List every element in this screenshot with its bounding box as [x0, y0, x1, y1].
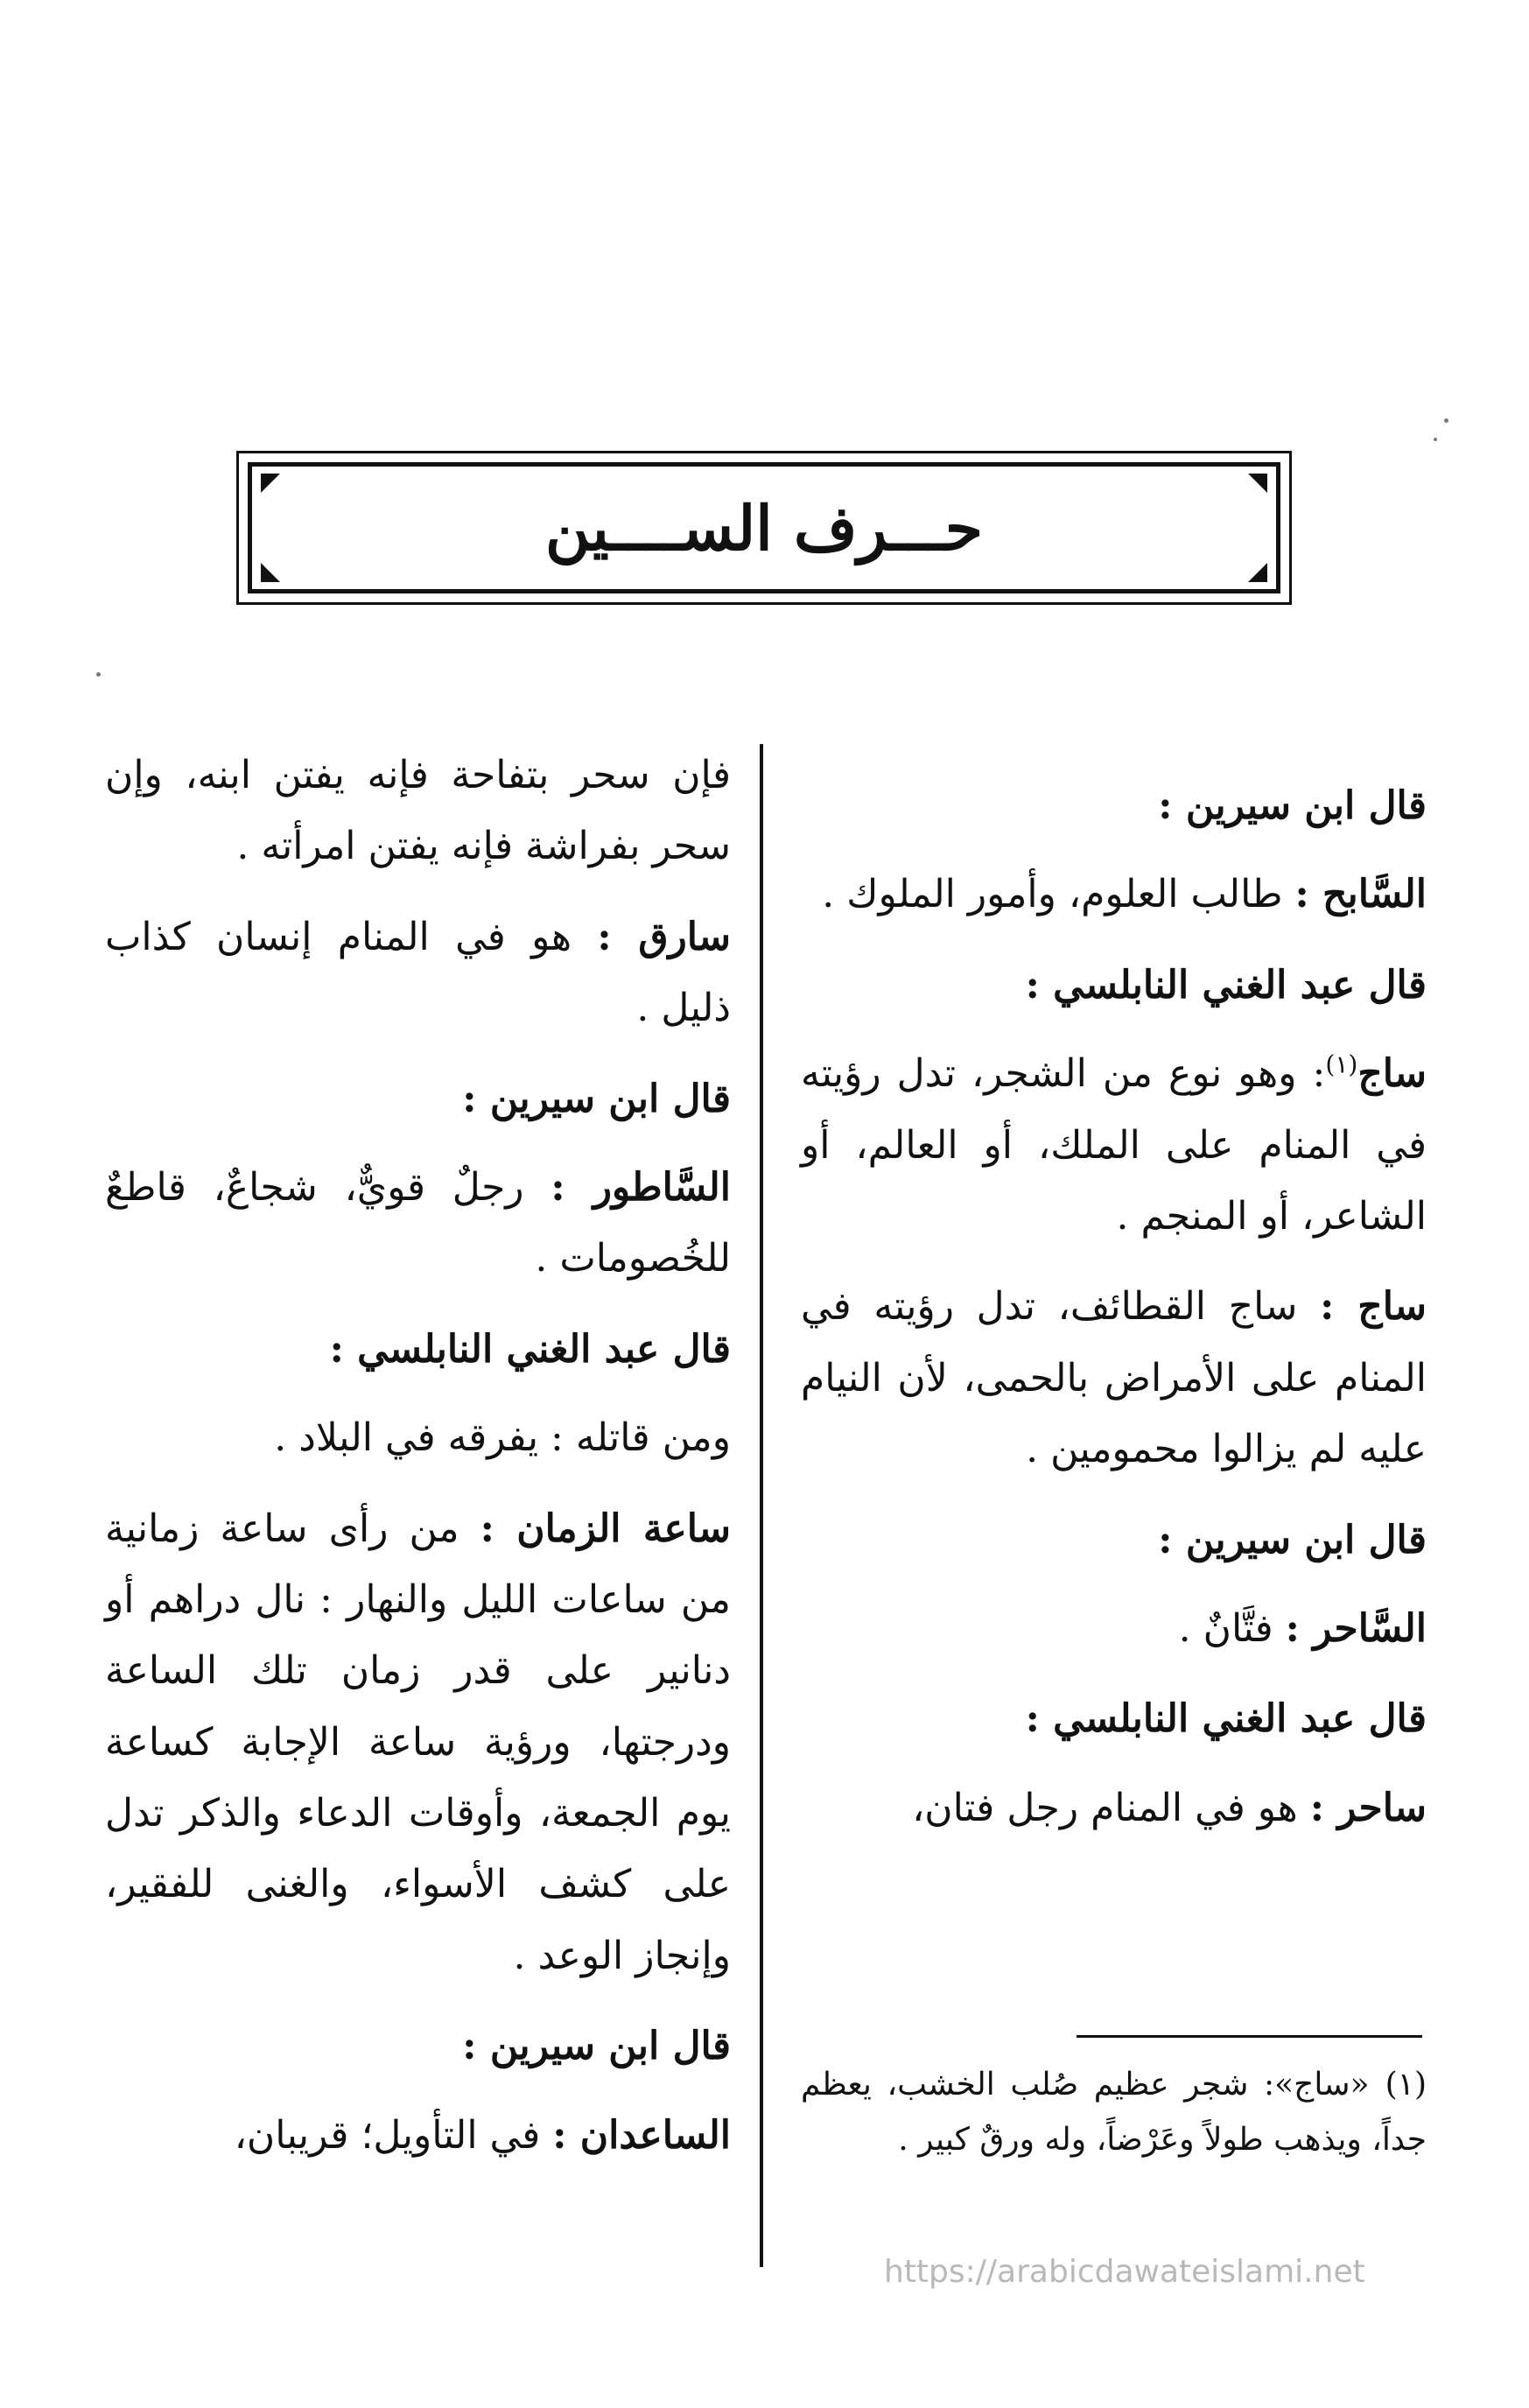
entry-text: طالب العلوم، وأمور الملوك . [822, 872, 1295, 917]
entry-term: الساعدان : [552, 2112, 731, 2158]
dictionary-entry [105, 2100, 731, 2171]
entry-term: ساحر : [1309, 1785, 1427, 1830]
dictionary-entry [105, 1152, 731, 1295]
entry-text: : وهو نوع من الشجر، تدل رؤيته في المنام على الملك، أو العالم، أو الشاعر، أو المنجم . [801, 1051, 1427, 1239]
footnote-text: «ساج»: شجر عظيم صُلب الخشب، يعظم جداً، ويذهب طولاً وعَرْضاً، وله ورقٌ كبير . [801, 2067, 1427, 2158]
entry-term: ساعة الزمان : [480, 1506, 731, 1551]
dictionary-entry [801, 859, 1427, 930]
attribution-heading: قال عبد الغني النابلسي : [1025, 962, 1427, 1007]
frame-corner-ornament [261, 563, 280, 582]
continued-paragraph: فإن سحر بتفاحة فإنه يفتن ابنه، وإن سحر بفراشة فإنه يفتن امرأته . [105, 753, 731, 869]
frame-corner-ornament [261, 474, 280, 493]
frame-corner-ornament [1248, 474, 1267, 493]
entry-text: ساج القطائف، تدل رؤيته في المنام على الأمراض بالحمى، لأن النيام عليه لم يزالوا محمومين . [801, 1284, 1427, 1472]
entry-term: ساج : [1320, 1284, 1427, 1330]
chapter-title: حـــرف الســــين [544, 491, 983, 565]
dictionary-entry [801, 1773, 1427, 1843]
attribution-heading: قال ابن سيرين : [462, 2024, 731, 2069]
dictionary-entry [801, 1593, 1427, 1664]
dictionary-entry [105, 902, 731, 1044]
entry-text: هو في المنام إنسان كذاب ذليل . [105, 914, 731, 1031]
attribution-heading: قال عبد الغني النابلسي : [329, 1326, 731, 1372]
footnote-reference[interactable]: (١) [1325, 1050, 1358, 1079]
scan-speck [1434, 438, 1437, 441]
attribution-heading: قال عبد الغني النابلسي : [1025, 1696, 1427, 1742]
dictionary-entry [801, 1271, 1427, 1485]
column-divider [760, 744, 763, 2267]
right-column [801, 770, 1427, 1863]
footnote-separator [1077, 2035, 1422, 2038]
entry-term: ساج [1357, 1051, 1427, 1097]
frame-corner-ornament [1248, 563, 1267, 582]
entry-text: هو في المنام رجل فتان، [912, 1785, 1310, 1830]
dictionary-entry [801, 1038, 1427, 1252]
entry-text: في التأويل؛ قريبان، [234, 2112, 553, 2158]
entry-text: فتَّانٌ . [1178, 1605, 1286, 1651]
entry-term: سارق : [597, 914, 731, 959]
entry-term: السَّاحر : [1285, 1605, 1427, 1651]
attribution-heading: قال ابن سيرين : [462, 1076, 731, 1121]
entry-text: من رأى ساعة زمانية من ساعات الليل والنهار : نال دراهم أو دنانير على قدر زمان تلك الساعة ودرجتها، ورؤية ساعة الإجابة كساعة يوم الجمعة، وأوقات الدعاء والذكر تدل على كشف الأسواء، والغنى للفقير، وإنجاز الوعد . [105, 1506, 731, 1978]
footnote [801, 2057, 1427, 2167]
footnote-number: (١) [1385, 2067, 1427, 2103]
watermark-url: https://arabicdawateislami.net [884, 2254, 1365, 2290]
left-column [105, 740, 731, 2190]
entry-term: السَّاطور : [551, 1164, 731, 1210]
attribution-heading: قال ابن سيرين : [1158, 1517, 1427, 1562]
attribution-heading: قال ابن سيرين : [1158, 783, 1427, 828]
dictionary-entry [105, 1493, 731, 1992]
scan-speck [1444, 418, 1448, 423]
paragraph: ومن قاتله : يفرقه في البلاد . [274, 1415, 731, 1461]
entry-term: السَّابح : [1294, 872, 1427, 917]
scan-speck [96, 672, 101, 677]
chapter-title-frame [248, 462, 1280, 593]
entry-text: رجلٌ قويٌّ، شجاعٌ، قاطعٌ للخُصومات . [105, 1164, 731, 1281]
